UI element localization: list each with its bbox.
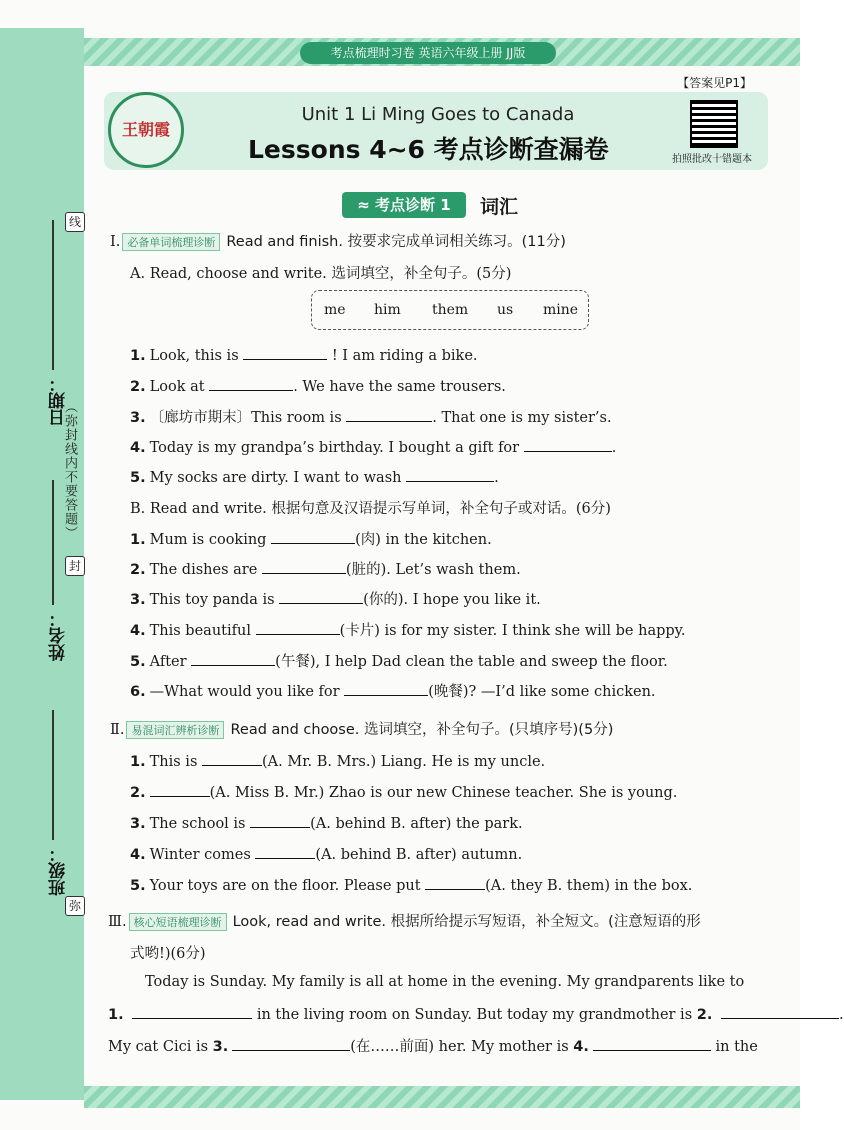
answer-blank[interactable] (191, 651, 275, 666)
seal-mark-line: 线 (65, 212, 85, 232)
question-row: 1. Look, this is ! I am riding a bike. (130, 345, 478, 364)
question-row: 4. Winter comes (A. behind B. after) autumn. (130, 844, 522, 863)
answer-blank[interactable] (406, 467, 494, 482)
answer-blank[interactable] (721, 1004, 839, 1019)
question-row: 1. Mum is cooking (肉) in the kitchen. (130, 528, 492, 549)
question-row: 1. This is (A. Mr. B. Mrs.) Liang. He is my uncle. (130, 751, 545, 770)
word-bank-item: mine (543, 302, 579, 318)
part2-tag: 易混词汇辨析诊断 (126, 721, 224, 739)
question-row: 2. Look at . We have the same trousers. (130, 376, 506, 395)
seal-note: （弥封线内不要答题） (62, 400, 77, 540)
answer-blank[interactable] (232, 1036, 350, 1051)
lessons-title: Lessons 4~6 考点诊断查漏卷 (248, 135, 609, 164)
part3-roman: Ⅲ. (108, 914, 127, 930)
qr-label: 拍照批改十错题本 (672, 154, 752, 165)
answer-blank[interactable] (425, 875, 485, 890)
section-title: 词汇 (480, 196, 519, 218)
part1-heading (110, 230, 566, 251)
question-row: 4. This beautiful (卡片) is for my sister. I think she will be happy. (130, 619, 686, 640)
part1-roman: Ⅰ. (110, 234, 121, 250)
part1A-heading: A. Read, choose and write. 选词填空，补全句子。(5分) (130, 266, 512, 282)
part1-instruction: Read and finish. 按要求完成单词相关练习。(11分) (226, 234, 566, 250)
passage-line: My cat Cici is 3. (在……前面) her. My mother is 4. in the (108, 1035, 758, 1056)
section-badge: ≈ 考点诊断 1 (342, 192, 466, 218)
seal-mark-mi: 弥 (65, 896, 85, 916)
question-row: 2. (A. Miss B. Mr.) Zhao is our new Chinese teacher. She is young. (130, 782, 677, 801)
question-row: 3. The school is (A. behind B. after) the park. (130, 813, 523, 832)
answer-blank[interactable] (346, 407, 432, 422)
answer-blank[interactable] (256, 620, 340, 635)
question-row: 2. The dishes are (脏的). Let’s wash them. (130, 558, 521, 579)
answer-blank[interactable] (202, 751, 262, 766)
part2-roman: Ⅱ. (110, 722, 125, 738)
question-row: 5. Your toys are on the floor. Please put (A. they B. them) in the box. (130, 875, 692, 894)
passage-line: Today is Sunday. My family is all at home in the evening. My grandparents like to (145, 974, 745, 990)
class-label: 班级： (49, 845, 69, 896)
word-bank-item: us (497, 302, 514, 318)
name-label: 姓名： (49, 610, 69, 661)
question-row: 6. —What would you like for (晚餐)? —I’d like some chicken. (130, 680, 656, 701)
bottom-decor-band (84, 1086, 800, 1108)
question-row: 5. After (午餐), I help Dad clean the table and sweep the floor. (130, 650, 668, 671)
student-info-strip (12, 180, 74, 1080)
answer-blank[interactable] (524, 437, 612, 452)
answer-blank[interactable] (262, 559, 346, 574)
answer-blank[interactable] (209, 376, 293, 391)
question-row: 5. My socks are dirty. I want to wash . (130, 467, 499, 486)
answer-blank[interactable] (250, 813, 310, 828)
question-row: 3. 〔廊坊市期末〕This room is . That one is my sister’s. (130, 406, 612, 427)
publisher-logo: 王朝霞 (108, 92, 184, 168)
qr-code-icon[interactable] (690, 100, 738, 148)
question-row: 3. This toy panda is (你的). I hope you like it. (130, 588, 541, 609)
word-bank (311, 290, 589, 330)
answer-blank[interactable] (243, 345, 327, 360)
answer-blank[interactable] (593, 1036, 711, 1051)
date-label: 日期： (49, 375, 69, 426)
part2-heading (110, 718, 613, 739)
unit-title: Unit 1 Li Ming Goes to Canada (301, 104, 575, 125)
answer-reference: 【答案见P1】 (677, 76, 752, 90)
part2-instruction: Read and choose. 选词填空，补全句子。(只填序号)(5分) (230, 722, 614, 738)
answer-blank[interactable] (271, 529, 355, 544)
class-line (52, 710, 54, 840)
series-label: 考点梳理时习卷 英语六年级上册 JJ版 (300, 42, 556, 64)
answer-blank[interactable] (132, 1004, 252, 1019)
answer-blank[interactable] (279, 589, 363, 604)
question-row: 4. Today is my grandpa’s birthday. I bought a gift for . (130, 437, 616, 456)
word-bank-item: him (374, 302, 401, 318)
seal-mark-seal: 封 (65, 556, 85, 576)
answer-blank[interactable] (150, 782, 210, 797)
part1B-heading: B. Read and write. 根据句意及汉语提示写单词，补全句子或对话。(6分) (130, 501, 611, 517)
part3-tag: 核心短语梳理诊断 (129, 913, 227, 931)
word-bank-item: me (324, 302, 346, 318)
part1-tag: 必备单词梳理诊断 (122, 233, 220, 251)
part3-heading (108, 910, 701, 931)
answer-blank[interactable] (344, 681, 428, 696)
part3-instruction-cont: 式哟!)(6分) (130, 946, 206, 962)
passage-line: 1. in the living room on Sunday. But today my grandmother is 2. . (108, 1004, 844, 1023)
date-line (52, 220, 54, 370)
word-bank-item: them (432, 302, 469, 318)
answer-blank[interactable] (255, 844, 315, 859)
part3-instruction: Look, read and write. 根据所给提示写短语，补全短文。(注意短语的形 (232, 914, 701, 930)
name-line (52, 480, 54, 605)
